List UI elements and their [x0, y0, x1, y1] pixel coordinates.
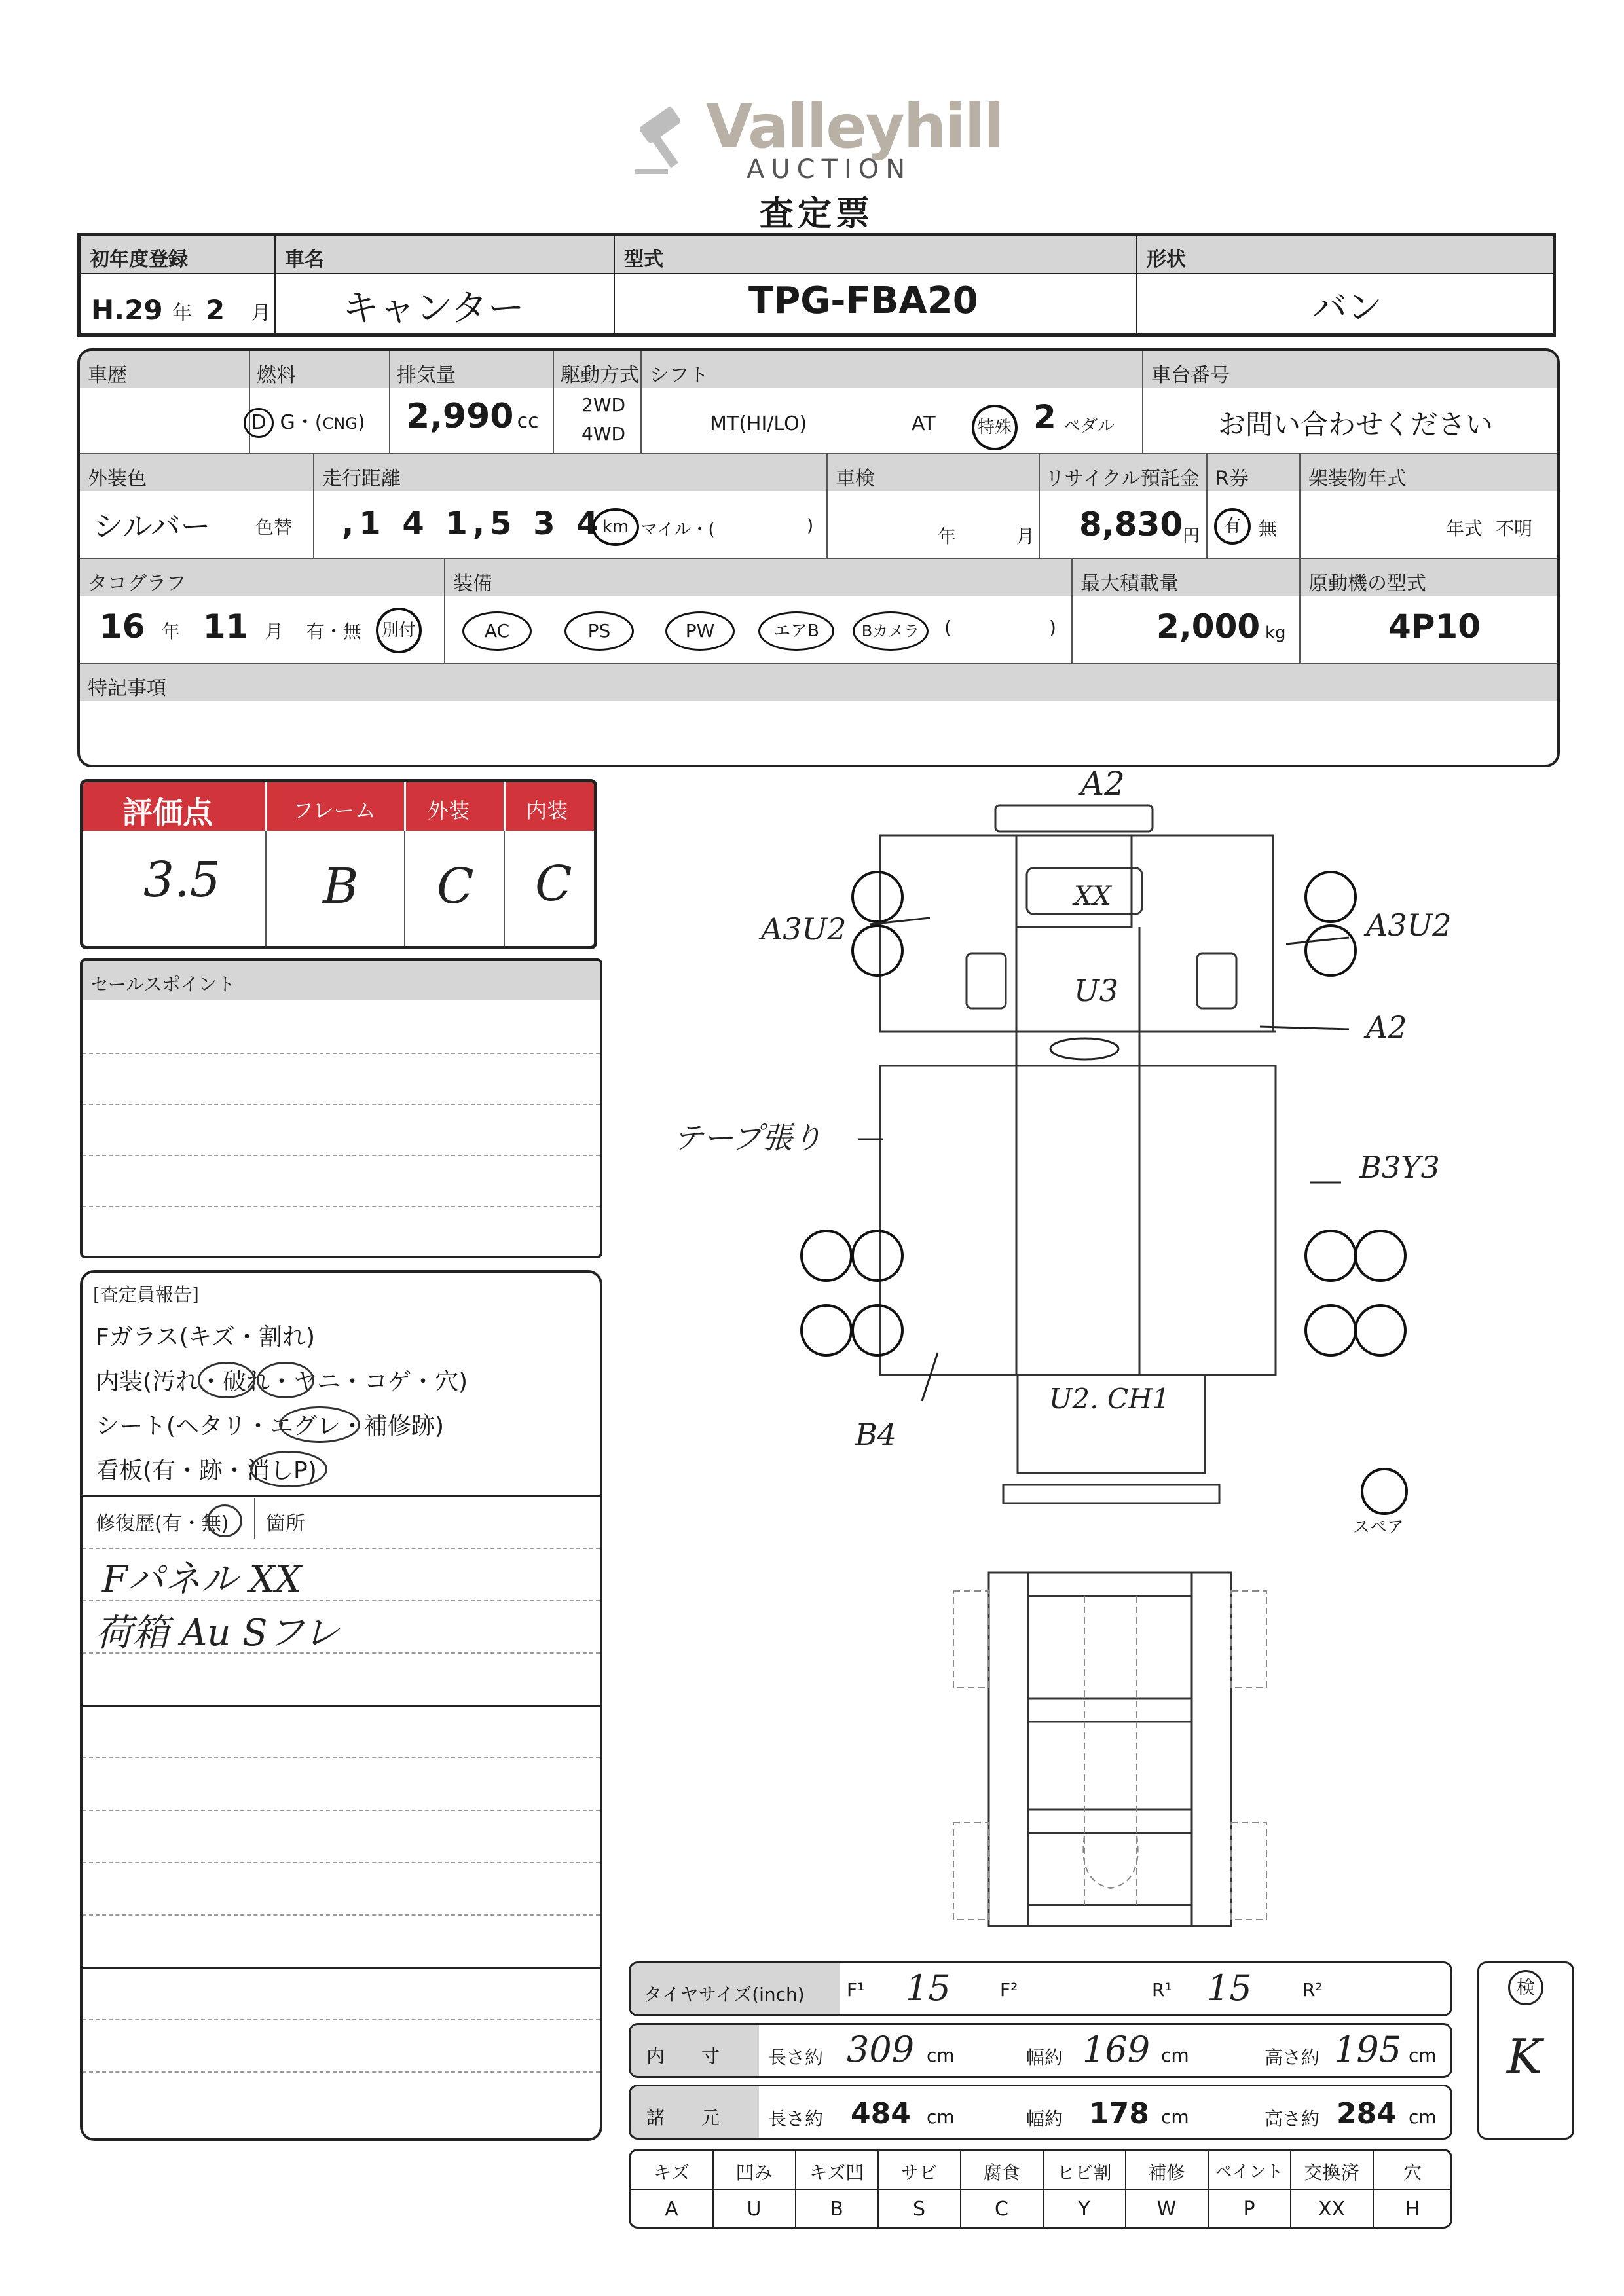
- grade-score-label: 評価点: [122, 795, 213, 830]
- grade-frame-label: フレーム: [293, 798, 376, 823]
- logo-subtext: AUCTION: [747, 155, 912, 185]
- color-label: 外装色: [88, 467, 147, 490]
- outer-width-unit: cm: [1161, 2106, 1189, 2128]
- body-year-unit: 年式: [1446, 518, 1483, 539]
- displacement-value: 2,990: [406, 397, 514, 436]
- outer-height-value: 284: [1337, 2097, 1397, 2130]
- grade-interior: C: [535, 856, 572, 912]
- legend-name: 穴: [1403, 2162, 1422, 2183]
- outer-length-label: 長さ約: [768, 2108, 824, 2130]
- inner-dimensions-box: [629, 2023, 1452, 2078]
- equipment-label: 装備: [453, 572, 492, 595]
- tacho-month-unit: 月: [265, 621, 284, 642]
- fuel-cng: CNG: [322, 414, 358, 433]
- chassis-frame-diagram: [950, 1567, 1270, 1934]
- diagram-top-label: A2: [1080, 765, 1125, 803]
- inner-length-value: 309: [847, 2029, 915, 2070]
- tacho-month: 11: [202, 608, 249, 646]
- logo: [629, 92, 1003, 185]
- inspection-month: 月: [1016, 526, 1035, 547]
- fuel-gasoline: G・(: [280, 411, 323, 434]
- report-glass: Fガラス(キズ・割れ): [96, 1324, 315, 1351]
- shift-label: シフト: [650, 364, 709, 387]
- tacho-year: 16: [100, 608, 145, 646]
- inspection-year: 年: [938, 526, 957, 547]
- engine-type: 4P10: [1388, 608, 1481, 646]
- inspection-label: 車検: [836, 467, 875, 490]
- equip-ac: AC: [462, 611, 532, 651]
- inner-width-label: 幅約: [1026, 2047, 1063, 2068]
- month-unit: 月: [251, 302, 271, 325]
- equip-paren-open: (: [944, 617, 951, 638]
- diagram-left-side-label: テープ張り: [673, 1120, 822, 1156]
- tire-size-label: タイヤサイズ(inch): [644, 1984, 805, 2005]
- damage-legend: [629, 2149, 1452, 2229]
- r-ticket-no: 無: [1259, 518, 1278, 539]
- grade-frame: B: [323, 858, 359, 915]
- mileage-close: ): [807, 516, 814, 536]
- displacement-unit: cc: [517, 410, 539, 433]
- drive-label: 駆動方式: [561, 364, 639, 387]
- legend-code: H: [1405, 2198, 1420, 2221]
- diagram-right-front-label: A3U2: [1366, 907, 1452, 943]
- legend-code: Y: [1078, 2198, 1090, 2221]
- report-interior: 内装(汚れ・破れ・ヤニ・コゲ・穴): [96, 1368, 468, 1395]
- inspection-mark-value: K: [1507, 2029, 1542, 2084]
- displacement-label: 排気量: [397, 364, 456, 387]
- repair-history-label: 修復歴(有・無): [96, 1512, 229, 1535]
- max-load-unit: kg: [1265, 623, 1286, 643]
- recycle-value: 8,830: [1079, 505, 1183, 543]
- page-title: 査定票: [760, 194, 874, 234]
- recycle-label: リサイクル預託金: [1045, 467, 1200, 490]
- year-unit: 年: [172, 302, 193, 325]
- mileage-mile: マイル・(: [640, 520, 715, 539]
- sales-point-box: [80, 958, 602, 1258]
- legend-name: 腐食: [983, 2162, 1020, 2183]
- legend-name: キズ凹: [809, 2162, 864, 2183]
- diagram-cab-label: U3: [1074, 973, 1119, 1008]
- shift-special: 特殊: [972, 405, 1018, 450]
- grade-interior-label: 内装: [526, 798, 568, 823]
- shift-mt: MT(HI/LO): [710, 412, 807, 435]
- history-label: 車歴: [88, 364, 127, 387]
- spare-label: スペア: [1353, 1518, 1405, 1537]
- r-ticket-label: R券: [1215, 467, 1249, 490]
- equip-back-camera: Bカメラ: [853, 611, 929, 651]
- tacho-year-unit: 年: [161, 621, 180, 642]
- inspection-mark-label: 検: [1508, 1970, 1543, 2005]
- legend-code: P: [1243, 2198, 1255, 2221]
- inner-length-label: 長さ約: [768, 2047, 824, 2068]
- equip-airbag: エアB: [758, 611, 834, 651]
- exterior-color: シルバー: [93, 509, 211, 544]
- diagram-front-label: XX: [1074, 881, 1111, 911]
- chassis-label: 車台番号: [1151, 364, 1230, 387]
- outer-height-unit: cm: [1409, 2106, 1437, 2128]
- vehicle-name: キャンター: [342, 287, 525, 330]
- legend-code: C: [995, 2198, 1008, 2221]
- tire-r1-value: 15: [1207, 1967, 1252, 2009]
- report-seat: シート(ヘタリ・エグレ・補修跡): [96, 1413, 445, 1440]
- outer-length-value: 484: [851, 2097, 911, 2130]
- tire-size-box: [629, 1961, 1452, 2016]
- shift-at: AT: [912, 412, 936, 435]
- gavel-icon: [629, 92, 701, 183]
- tire-r1-label: R¹: [1152, 1979, 1172, 2001]
- mileage-label: 走行距離: [322, 467, 401, 490]
- repair-place-label: 箇所: [266, 1512, 305, 1535]
- repair-note-1: Fパネル XX: [102, 1558, 302, 1601]
- tire-f1-value: 15: [906, 1967, 951, 2009]
- logo-text: Valleyhill: [706, 92, 1003, 162]
- tacho-yesno: 有・無: [306, 621, 361, 642]
- vehicle-summary-box: [77, 233, 1556, 337]
- recycle-unit: 円: [1183, 526, 1200, 546]
- model-code: TPG-FBA20: [748, 280, 978, 322]
- equip-pw: PW: [665, 611, 735, 651]
- outer-dimensions-box: [629, 2085, 1452, 2140]
- inner-length-unit: cm: [927, 2045, 955, 2066]
- grade-exterior: C: [437, 858, 474, 915]
- shape-label: 形状: [1147, 248, 1186, 271]
- fuel-label: 燃料: [257, 364, 296, 387]
- grade-exterior-label: 外装: [428, 798, 470, 823]
- inspector-report-box: [80, 1270, 602, 2141]
- pedal-label: ペダル: [1063, 416, 1115, 436]
- legend-name: ヒビ割: [1056, 2162, 1112, 2183]
- body-year-unknown: 不明: [1496, 518, 1533, 539]
- body-shape: バン: [1312, 287, 1382, 328]
- legend-name: 交換済: [1304, 2162, 1359, 2183]
- chassis-number: お問い合わせください: [1218, 409, 1494, 441]
- tire-r2-label: R²: [1302, 1979, 1323, 2001]
- diagram-left-front-label: A3U2: [761, 911, 847, 947]
- fuel-diesel: D: [244, 408, 274, 438]
- engine-label: 原動機の型式: [1308, 572, 1426, 595]
- first-registration-month: 2: [205, 294, 225, 326]
- report-label: [査定員報告]: [93, 1284, 199, 1305]
- legend-code: A: [665, 2198, 678, 2221]
- notes-label: 特記事項: [88, 677, 166, 700]
- legend-code: B: [830, 2198, 843, 2221]
- outer-height-label: 高さ約: [1264, 2108, 1320, 2130]
- color-repaint: 色替: [255, 517, 293, 538]
- details-box: [77, 348, 1560, 767]
- inner-width-value: 169: [1082, 2029, 1151, 2070]
- model-label: 型式: [624, 248, 663, 271]
- legend-code: XX: [1318, 2198, 1346, 2221]
- repair-note-2: 荷箱 Au Sフレ: [96, 1612, 340, 1654]
- drive-4wd: 4WD: [581, 423, 626, 445]
- outer-dimensions-label: 諸 元: [646, 2107, 720, 2128]
- inner-width-unit: cm: [1161, 2045, 1189, 2066]
- legend-name: サビ: [900, 2162, 938, 2183]
- legend-code: S: [912, 2198, 926, 2221]
- tacho-separate: 別付: [376, 608, 422, 653]
- outer-width-value: 178: [1089, 2097, 1149, 2130]
- inner-height-value: 195: [1334, 2029, 1402, 2070]
- outer-width-label: 幅約: [1026, 2108, 1063, 2130]
- diagram-rear-label: U2. CH1: [1049, 1383, 1170, 1415]
- legend-name: キズ: [653, 2162, 690, 2183]
- inner-height-label: 高さ約: [1264, 2047, 1320, 2068]
- name-label: 車名: [285, 248, 324, 271]
- equip-paren-close: ): [1049, 617, 1056, 638]
- mileage-value: ,1 4 1,5 3 4: [342, 505, 604, 542]
- inner-dimensions-label: 内 寸: [646, 2045, 720, 2067]
- legend-code: W: [1156, 2198, 1177, 2221]
- r-ticket-yes: 有: [1214, 508, 1251, 545]
- diagram-right-mid-label: A2: [1366, 1010, 1407, 1045]
- legend-name: ペイント: [1215, 2162, 1283, 2182]
- tire-f2-label: F²: [1000, 1979, 1018, 2001]
- legend-code: U: [747, 2198, 762, 2221]
- tire-f1-label: F¹: [847, 1979, 865, 2001]
- diagram-left-rear-label: B4: [855, 1417, 897, 1452]
- equip-ps: PS: [564, 611, 634, 651]
- outer-length-unit: cm: [927, 2106, 955, 2128]
- pedal-count: 2: [1033, 398, 1056, 436]
- inspection-mark-box: [1477, 1961, 1574, 2140]
- grade-score: 3.5: [143, 852, 221, 908]
- max-load-label: 最大積載量: [1080, 572, 1179, 595]
- grade-table: [80, 779, 597, 949]
- legend-name: 凹み: [735, 2162, 773, 2183]
- first-registration-year: 29: [124, 294, 163, 326]
- legend-name: 補修: [1148, 2162, 1185, 2183]
- report-sign: 看板(有・跡・消しP): [96, 1457, 317, 1484]
- sales-point-label: セールスポイント: [90, 974, 236, 995]
- drive-2wd: 2WD: [581, 394, 626, 416]
- max-load-value: 2,000: [1156, 608, 1261, 646]
- body-year-label: 架装物年式: [1308, 467, 1407, 490]
- fuel-close: ): [357, 411, 365, 434]
- first-registration-era: H.: [91, 294, 125, 326]
- diagram-right-side-label: B3Y3: [1359, 1150, 1440, 1185]
- inner-height-unit: cm: [1409, 2045, 1437, 2066]
- first-registration-label: 初年度登録: [90, 248, 188, 271]
- mileage-km: km: [592, 508, 639, 546]
- tacho-label: タコグラフ: [88, 572, 186, 595]
